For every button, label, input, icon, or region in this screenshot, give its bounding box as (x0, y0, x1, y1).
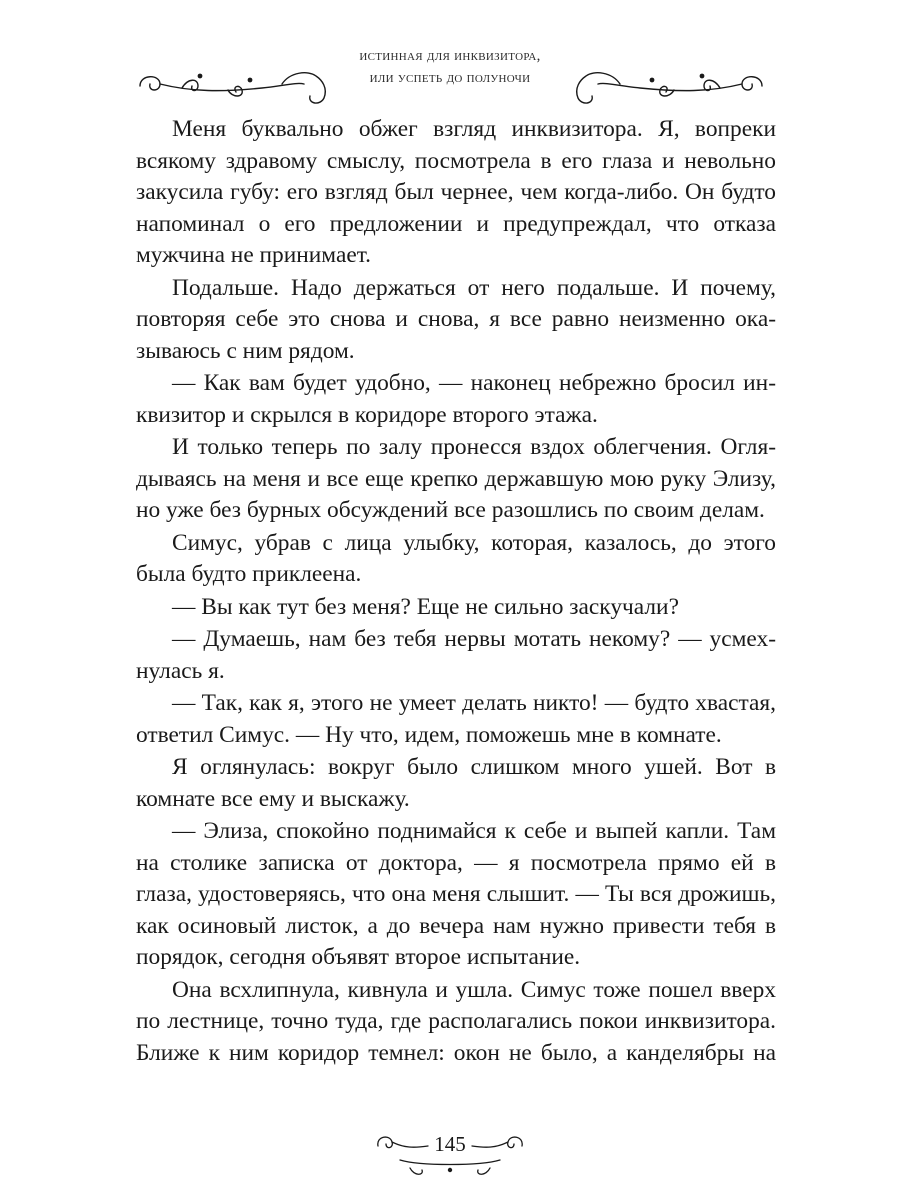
running-header (0, 38, 900, 108)
paragraph: Подальше. Надо держаться от него подальше. И почему, повторяя себе это снова и снова, я все равно неизменно оказываюсь с ним рядом. (136, 274, 776, 364)
paragraph: И только теперь по залу пронесся вздох облегчения. Оглядываясь на меня и все еще крепко державшую мою руку Элизу, но уже без бурных обсуждений все разошлись по своим делам. (136, 434, 776, 523)
paragraph: — Думаешь, нам без тебя нервы мотать некому? — усмехнулась я. (136, 626, 776, 684)
body-text (136, 114, 776, 1070)
paragraph: — Вы как тут без меня? Еще не сильно заскучали? (172, 593, 679, 620)
page-footer (0, 1124, 900, 1184)
paragraph: — Как вам будет удобно, — наконец небрежно бросил инквизитор и скрылся в коридоре второго этажа. (136, 370, 776, 428)
paragraph: — Элиза, спокойно поднимайся к себе и выпей капли. Там на столике записка от доктора, — я посмотрела прямо ей в глаза, удостоверяясь, что она меня слышит. — Ты вся дрожишь, как осиновый листок, а до вечера нам нужно привести тебя в порядок, сегодня объявят второе испытание. (136, 818, 776, 970)
paragraph: Меня буквально обжег взгляд инквизитора. Я, вопреки всякому здравому смыслу, посмотрела в его глаза и невольно закусила губу: его взгляд был чернее, чем когда-либо. Он будто напоминал о его предложении и предупреждал, что отказа мужчина не принимает. (136, 116, 776, 268)
paragraph: — Так, как я, этого не умеет делать никто! — будто хвастая, ответил Симус. — Ну что, идем, поможешь мне в комнате. (136, 690, 776, 748)
paragraph: Она всхлипнула, кивнула и ушла. Симус тоже пошел вверх по лестнице, точно туда, где располагались покои инквизитора. Ближе к ним коридор темнел: окон не было, а канделябры на (136, 976, 776, 1066)
flourish-ornament-right (570, 66, 770, 106)
header-title-line-2: или успеть до полуночи (369, 70, 531, 86)
header-title-line-1: истинная для инквизитора, (359, 48, 541, 64)
page-number: 145 (434, 1132, 466, 1156)
paragraph: Я оглянулась: вокруг было слишком много ушей. Вот в комнате все ему и выскажу. (136, 754, 776, 812)
paragraph: Симус, убрав с лица улыбку, которая, казалось, до этого была будто приклеена. (136, 529, 776, 587)
